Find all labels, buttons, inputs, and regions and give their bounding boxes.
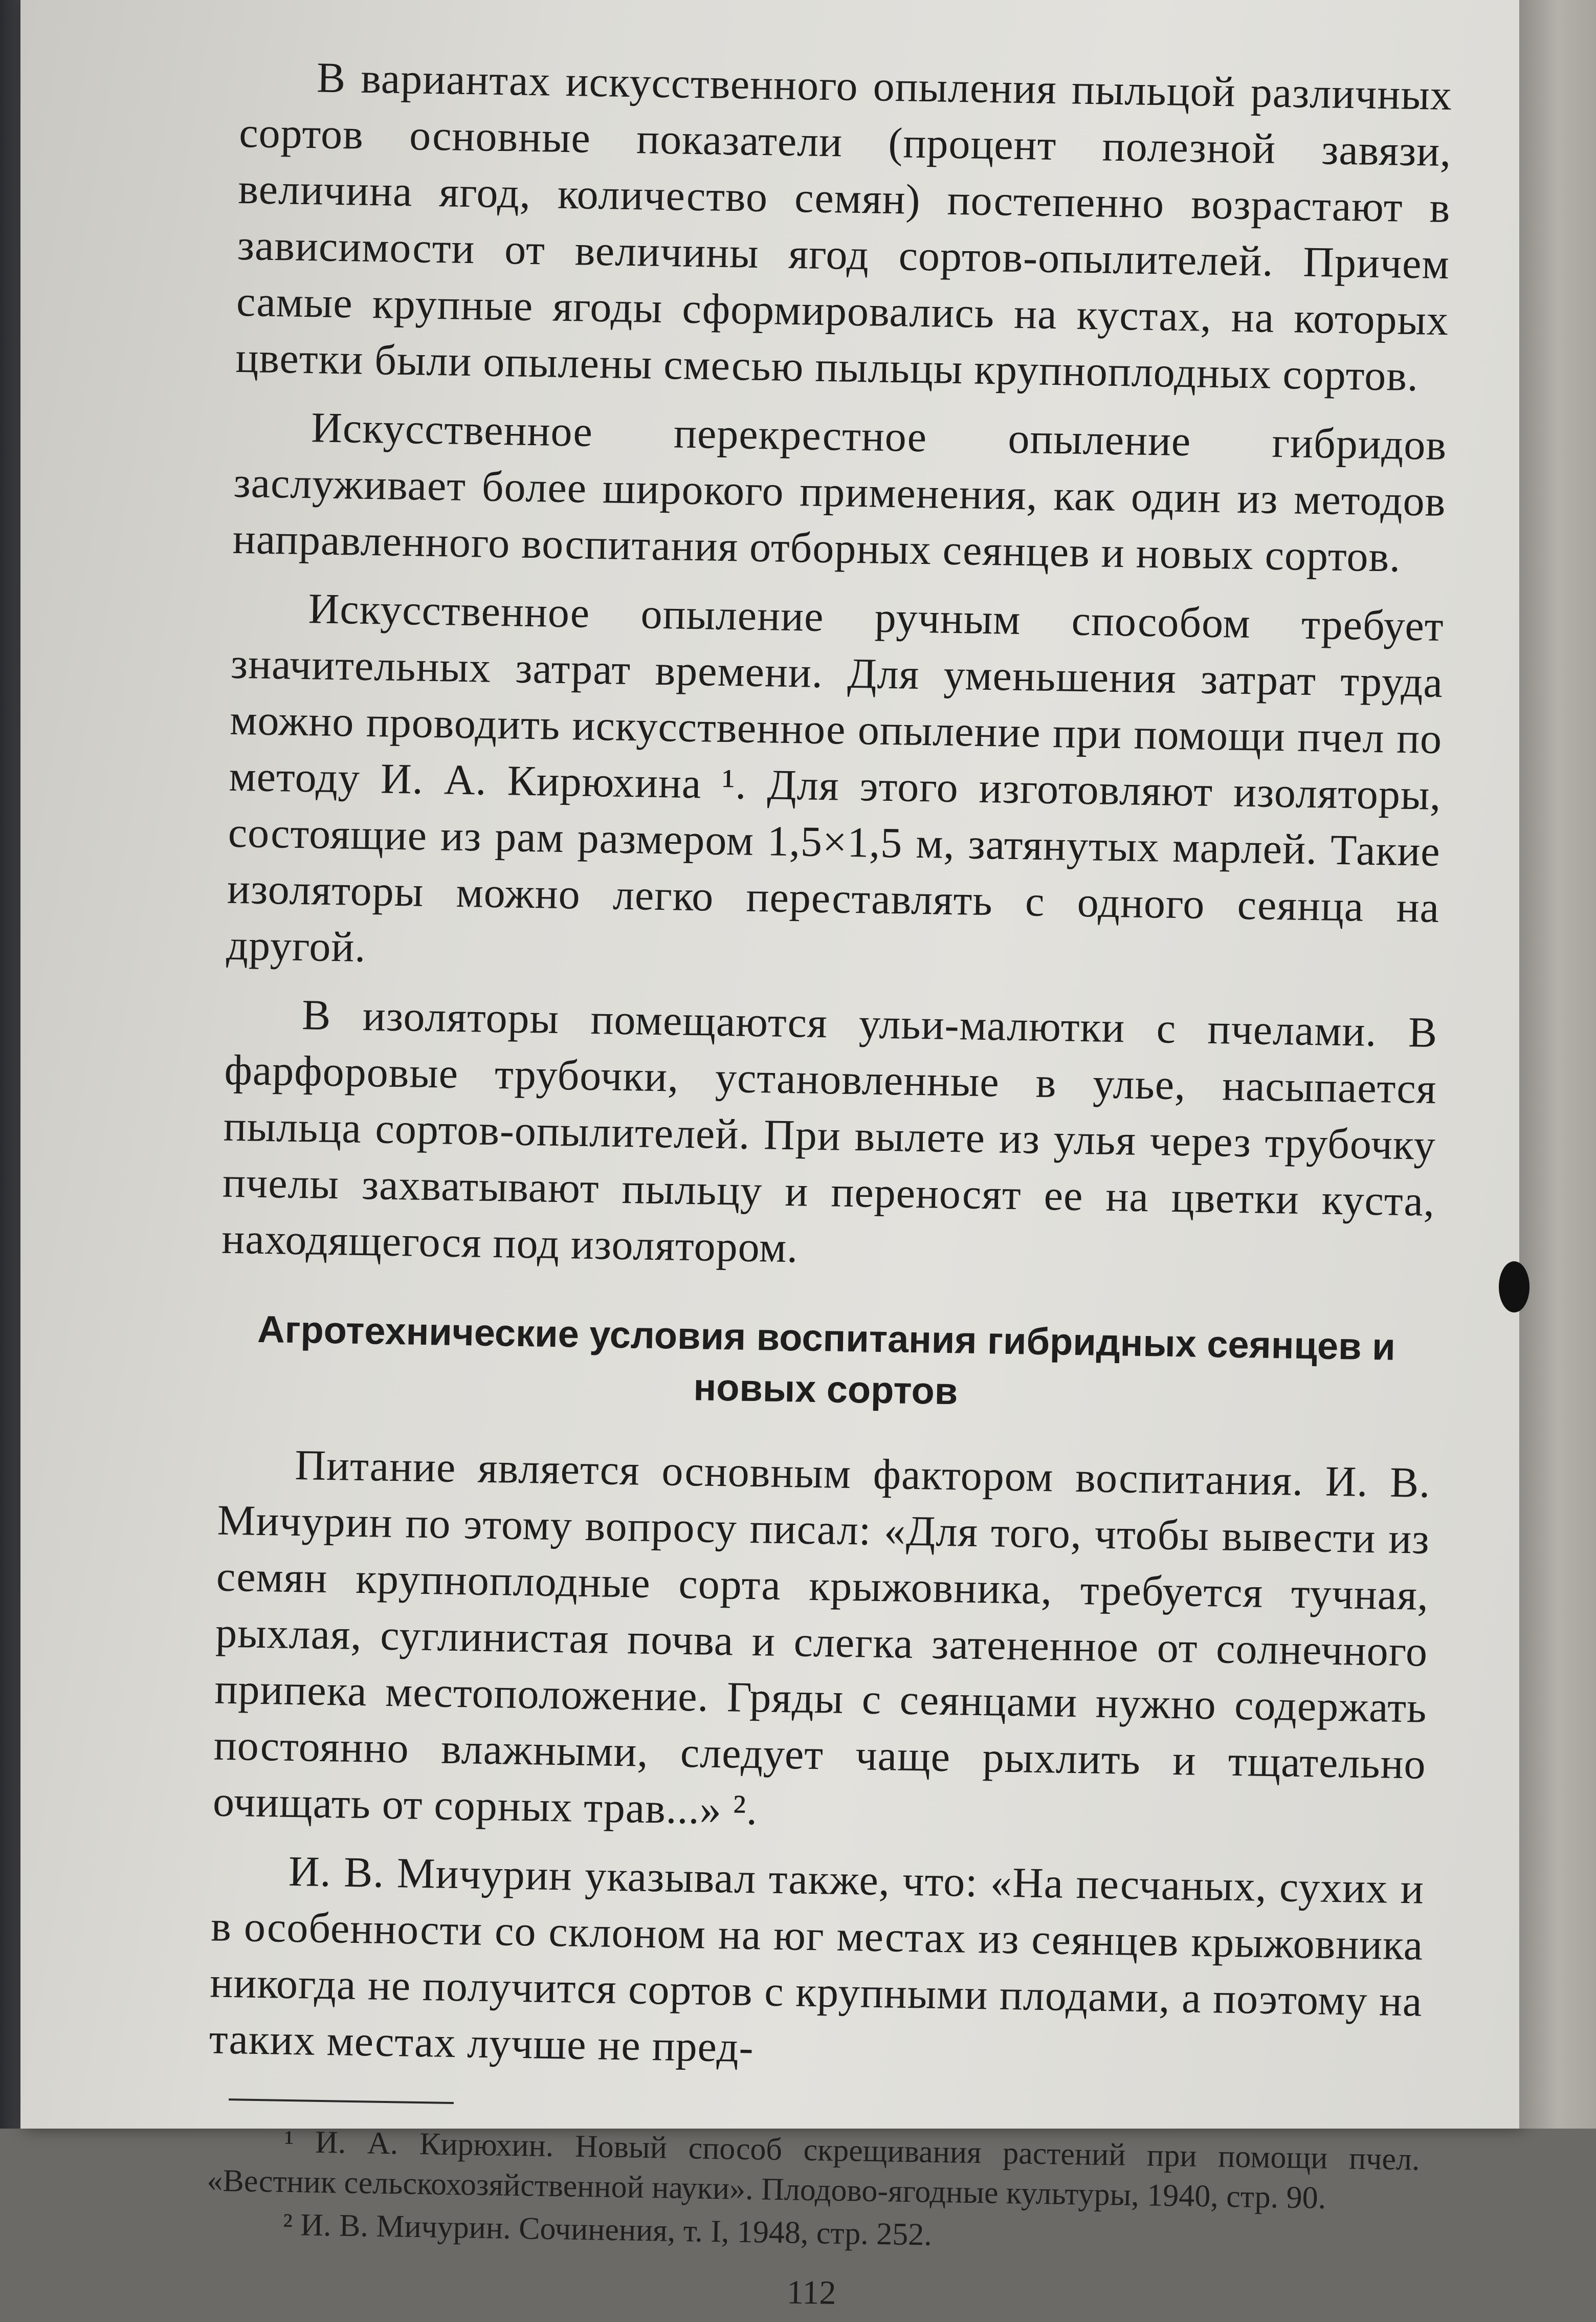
- paragraph-3: Искусственное опыление ручным способом требует значительных затрат времени. Для уменьшения затрат труда можно проводить искусственное опыление при помощи пчел по методу И. А. Кирюхина ¹. Для этого изготовляют изоляторы, состоящие из рам размером 1,5×1,5 м, затянутых марлей. Такие изоляторы можно легко переставлять с одного сеянца на другой.: [226, 585, 1445, 972]
- paragraph-2: Искусственное перекрестное опыление гибридов заслуживает более широкого применения, как один из методов направленного воспитания отборных сеянцев и новых сортов.: [232, 404, 1447, 581]
- footnote-2: ² И. В. Мичурин. Сочинения, т. I, 1948, стр. 252.: [282, 2207, 933, 2252]
- next-page-edge: [1519, 0, 1596, 2129]
- paragraph-4: В изоляторы помещаются ульи-малютки с пчелами. В фарфоровые трубочки, установленные в улье, насыпается пыльца сортов-опылителей. При вылете из улья через трубочку пчелы захватывают пыльцу и переносят ее на цветки куста, находящегося под изолятором.: [221, 991, 1438, 1272]
- page-number: 112: [786, 2273, 837, 2312]
- paragraph-1: В вариантах искусственного опыления пыльцой различных сортов основные показатели (процент полезной завязи, величина ягод, количество семян) постепенно возрастают в зависимости от величины ягод сортов-опылителей. Причем самые крупные ягоды сформировались на кустах, на которых цветки были опылены смесью пыльцы крупноплодных сортов.: [235, 54, 1453, 401]
- paragraph-6: И. В. Мичурин указывал также, что: «На песчаных, сухих и в особенности со склоном на юг местах из сеянцев крыжовника никогда не получится сортов с крупными плодами, а поэтому на таких местах лучше не пред-: [209, 1847, 1425, 2072]
- footnote-divider: [229, 2098, 454, 2104]
- footnote-1: ¹ И. А. Кирюхин. Новый способ скрещивания растений при помощи пчел. «Вестник сельскохозяйственной науки». Плодово-ягодные культуры, 1940, стр. 90.: [207, 2124, 1421, 2216]
- section-heading: Агротехнические условия воспитания гибридных сеянцев и новых сортов: [257, 1307, 1396, 1413]
- punch-hole: [1499, 1261, 1529, 1312]
- paragraph-5: Питание является основным фактором воспитания. И. В. Мичурин по этому вопросу писал: «Для того, чтобы вывести из семян крупноплодные сорта крыжовника, требуется тучная, рыхлая, суглинистая почва и слегка затененное от солнечного припека местоположение. Гряды с сеянцами нужно содержать постоянно влажными, следует чаще рыхлить и тщательно очищать от сорных трав...» ².: [212, 1441, 1431, 1834]
- page-text: [205, 49, 1453, 2322]
